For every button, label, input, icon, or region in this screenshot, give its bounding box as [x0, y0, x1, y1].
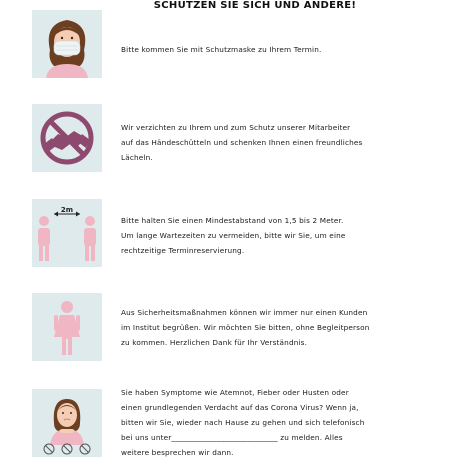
distance-2m-icon	[32, 199, 102, 267]
rule-symptoms-text	[121, 385, 421, 460]
text-line: im Institut begrüßen. Wir möchten Sie bitten, ohne Begleitperson	[121, 323, 370, 332]
text-line: Aus Sicherheitsmaßnahmen können wir immer nur einen Kunden	[121, 308, 368, 317]
single-person-icon	[32, 293, 102, 361]
symptoms-icon	[32, 389, 102, 457]
face-mask-icon	[32, 10, 102, 78]
distance-label: 2m	[60, 206, 74, 214]
text-line: Bitte kommen Sie mit Schutzmaske zu Ihrem Termin.	[121, 45, 322, 54]
text-line: Lächeln.	[121, 153, 153, 162]
text-line: Um lange Wartezeiten zu vermeiden, bitte wir Sie, um eine	[121, 231, 346, 240]
rule-single-person-text	[121, 305, 421, 350]
no-handshake-icon	[32, 104, 102, 172]
text-line: auf das Händeschütteln und schenken Ihnen einen freundliches	[121, 138, 363, 147]
page-title: SCHÜTZEN SIE SICH UND ANDERE!	[153, 0, 357, 11]
text-line: Sie haben Symptome wie Atemnot, Fieber oder Husten oder	[121, 388, 349, 397]
rule-distance-text	[121, 213, 421, 258]
text-line: bei uns unter____________________________ zu melden. Alles	[121, 433, 343, 442]
rule-handshake-text	[121, 120, 421, 165]
text-line: weitere besprechen wir dann.	[121, 448, 234, 457]
text-line: einen grundlegenden Verdacht auf das Corona Virus? Wenn ja,	[121, 403, 359, 412]
text-line: Wir verzichten zu Ihrem und zum Schutz unserer Mitarbeiter	[121, 123, 351, 132]
text-line: rechtzeitige Terminreservierung.	[121, 246, 245, 255]
text-line: zu kommen. Herzlichen Dank für Ihr Verständnis.	[121, 338, 308, 347]
rule-mask-text	[121, 42, 421, 57]
text-line: Bitte halten Sie einen Mindestabstand von 1,5 bis 2 Meter.	[121, 216, 344, 225]
text-line: bitten wir Sie, wieder nach Hause zu gehen und sich telefonisch	[121, 418, 365, 427]
